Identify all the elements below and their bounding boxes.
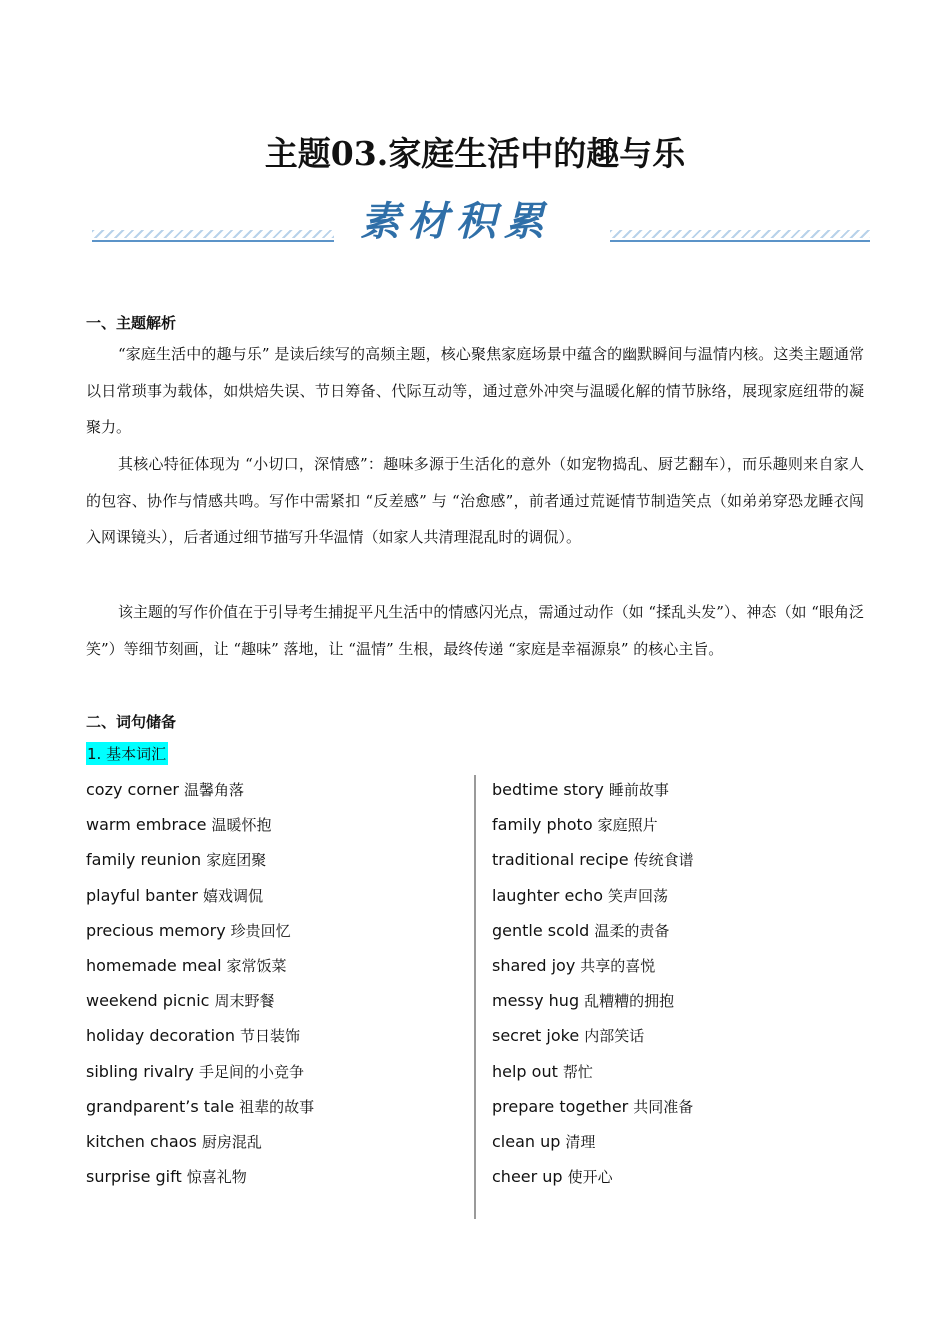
vocab-item xyxy=(492,913,694,948)
vocab-item xyxy=(86,1124,314,1159)
vocab-en: gentle scold xyxy=(492,920,590,940)
decorative-line-left xyxy=(92,230,334,242)
vocab-zh: 家庭照片 xyxy=(597,816,658,835)
vocab-en: cheer up xyxy=(492,1167,563,1187)
vocab-zh: 使开心 xyxy=(567,1168,613,1187)
vocab-item xyxy=(492,948,694,983)
subheading-basic-vocab: 1. 基本词汇 xyxy=(86,742,168,765)
vocab-en: messy hug xyxy=(492,991,580,1011)
vocab-item xyxy=(86,983,314,1018)
vocab-zh: 家庭团聚 xyxy=(206,851,267,870)
paragraph-2: 其核心特征体现为 “小切口，深情感”：趣味多源于生活化的意外（如宠物捣乱、厨艺翻车），而乐趣则来自家人的包容、协作与情感共鸣。写作中需紧扣 “反差感” 与 “治愈感”，前者通过荒诞情节制造笑点（如弟弟穿恐龙睡衣闯入网课镜头），后者通过细节描写升华温情（如家人共清理混乱时的调侃）。 xyxy=(86,455,864,546)
vocab-en: traditional recipe xyxy=(492,850,629,870)
vocab-zh: 乱糟糟的拥抱 xyxy=(584,992,675,1011)
vocab-zh: 传统食谱 xyxy=(633,851,694,870)
vocab-en: help out xyxy=(492,1061,558,1081)
banner-title: 素材积累 xyxy=(360,198,552,245)
vocab-item xyxy=(86,842,314,877)
vocab-zh: 节日装饰 xyxy=(239,1027,300,1046)
vocab-zh: 内部笑话 xyxy=(584,1027,645,1046)
vocab-en: surprise gift xyxy=(86,1167,182,1187)
vocab-en: shared joy xyxy=(492,955,576,975)
vocab-zh: 清理 xyxy=(565,1132,596,1151)
section-heading-analysis: 一、主题解析 xyxy=(86,314,177,332)
vocab-en: playful banter xyxy=(86,885,198,905)
paragraph-3: 该主题的写作价值在于引导考生捕捉平凡生活中的情感闪光点，需通过动作（如 “揉乱头发”）、神态（如 “眼角泛笑”）等细节刻画，让 “趣味” 落地，让 “温情” 生根，最终传递 “家庭是幸福源泉” 的核心主旨。 xyxy=(86,603,864,658)
vocab-zh: 祖辈的故事 xyxy=(239,1097,315,1116)
vocab-item xyxy=(492,1054,694,1089)
vocab-zh: 共同准备 xyxy=(633,1097,694,1116)
vocab-zh: 厨房混乱 xyxy=(201,1132,262,1151)
page-title: 主题03.家庭生活中的趣与乐 xyxy=(264,134,686,173)
vocab-en: laughter echo xyxy=(492,885,604,905)
vocab-item xyxy=(492,983,694,1018)
vocab-item xyxy=(86,878,314,913)
vocab-zh: 周末野餐 xyxy=(214,992,275,1011)
vocab-zh: 珍贵回忆 xyxy=(230,921,291,940)
vocab-item xyxy=(86,1054,314,1089)
vocab-zh: 手足间的小竞争 xyxy=(199,1062,305,1081)
vocab-item xyxy=(492,1124,694,1159)
vocab-en: weekend picnic xyxy=(86,991,210,1011)
vocab-item xyxy=(86,807,314,842)
vocab-zh: 温暖怀抱 xyxy=(211,816,272,835)
vocab-item xyxy=(86,948,314,983)
vocab-en: bedtime story xyxy=(492,780,604,799)
vocab-item xyxy=(86,1089,314,1124)
vocab-en: grandparent’s tale xyxy=(86,1096,235,1116)
vocab-zh: 温柔的责备 xyxy=(594,921,670,940)
vocab-zh: 睡前故事 xyxy=(608,781,669,799)
vocab-en: warm embrace xyxy=(86,815,207,835)
vocab-list-right xyxy=(492,772,694,1194)
vocab-item xyxy=(492,1089,694,1124)
vocab-en: cozy corner xyxy=(86,780,179,799)
vocab-en: precious memory xyxy=(86,920,226,940)
vocab-item xyxy=(86,772,314,807)
column-divider xyxy=(474,775,476,1219)
vocab-item xyxy=(492,772,694,807)
vocab-en: holiday decoration xyxy=(86,1026,235,1046)
paragraph-1: “家庭生活中的趣与乐” 是读后续写的高频主题，核心聚焦家庭场景中蕴含的幽默瞬间与温情内核。这类主题通常以日常琐事为载体，如烘焙失误、节日筹备、代际互动等，通过意外冲突与温暖化解的情节脉络，展现家庭纽带的凝聚力。 xyxy=(86,345,864,436)
vocab-zh: 笑声回荡 xyxy=(608,886,669,905)
decorative-line-right xyxy=(610,230,870,242)
vocab-item xyxy=(492,1159,694,1194)
vocab-en: sibling rivalry xyxy=(86,1061,194,1081)
vocab-item xyxy=(86,913,314,948)
vocab-zh: 家常饭菜 xyxy=(226,956,287,975)
vocab-en: clean up xyxy=(492,1131,561,1151)
section-heading-vocabulary: 二、词句储备 xyxy=(86,713,177,731)
vocab-item xyxy=(86,1159,314,1194)
vocab-zh: 温馨角落 xyxy=(183,781,244,799)
vocab-item xyxy=(492,842,694,877)
vocab-list-left xyxy=(86,772,314,1194)
vocab-en: family photo xyxy=(492,815,593,835)
vocab-item xyxy=(492,878,694,913)
vocab-zh: 惊喜礼物 xyxy=(186,1168,247,1187)
vocab-zh: 共享的喜悦 xyxy=(580,956,656,975)
vocab-zh: 嬉戏调侃 xyxy=(202,886,263,905)
vocab-item xyxy=(86,1018,314,1053)
vocab-item xyxy=(492,1018,694,1053)
vocab-en: kitchen chaos xyxy=(86,1131,197,1151)
vocab-en: homemade meal xyxy=(86,955,222,975)
banner xyxy=(0,190,950,250)
vocab-zh: 帮忙 xyxy=(562,1062,593,1081)
vocab-en: secret joke xyxy=(492,1026,580,1046)
vocab-en: family reunion xyxy=(86,850,202,870)
vocab-en: prepare together xyxy=(492,1096,629,1116)
vocab-item xyxy=(492,807,694,842)
